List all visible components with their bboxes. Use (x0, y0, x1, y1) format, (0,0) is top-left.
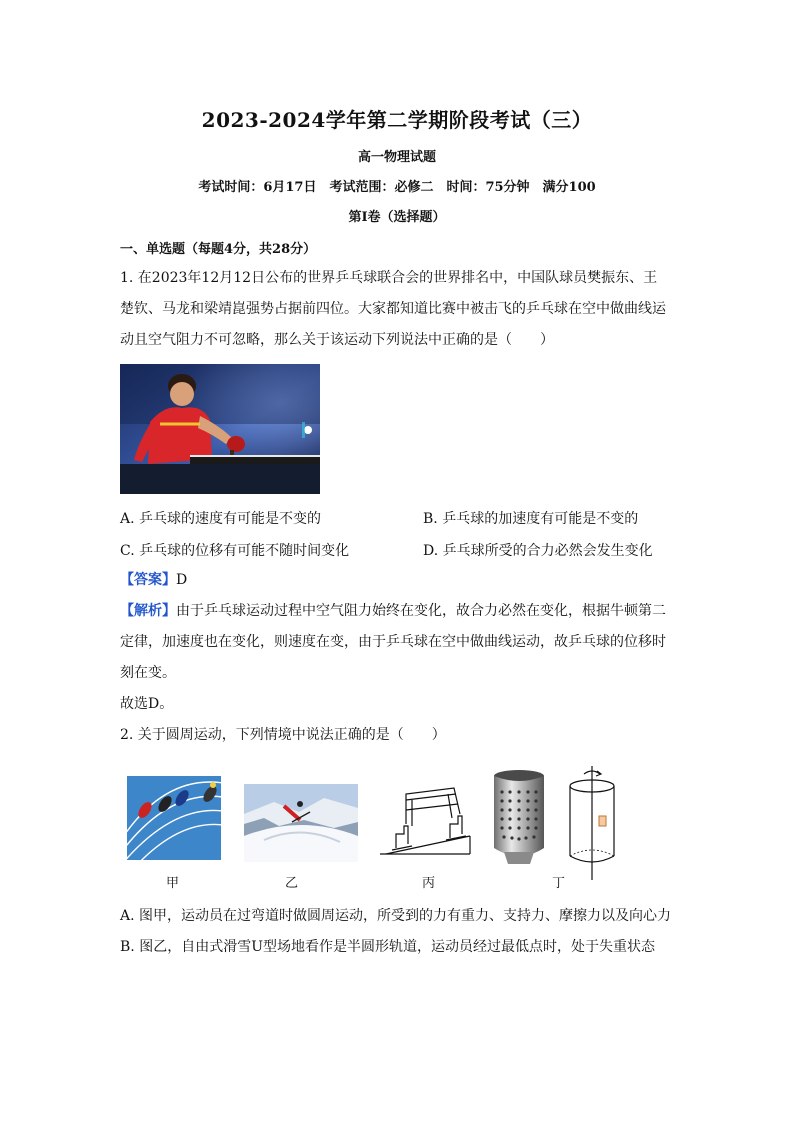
question-2-option-b: B. 图乙，自由式滑雪U型场地看作是半圆形轨道，运动员经过最低点时，处于失重状态 (120, 939, 655, 955)
analysis-conclusion: 故选D。 (120, 696, 174, 712)
volume-heading: 第Ⅰ卷（选择题） (348, 210, 446, 225)
question-1-analysis (120, 596, 680, 720)
figure-label-bing: 丙 (422, 876, 436, 891)
question-1-stem (120, 263, 680, 356)
question-2-stem: 2. 关于圆周运动，下列情境中说法正确的是（ ） (120, 727, 446, 743)
analysis-line: 刻在变。 (120, 665, 176, 681)
question-1-option-b: B. 乒乓球的加速度有可能是不变的 (423, 511, 639, 527)
figure-label-jia: 甲 (166, 876, 180, 891)
figure-label-yi: 乙 (285, 876, 299, 891)
figure-ding-rotating-cylinder (564, 764, 620, 882)
table-tennis-photo (120, 364, 320, 494)
question-2-option-a: A. 图甲，运动员在过弯道时做圆周运动，所受到的力有重力、支持力、摩擦力以及向心力 (120, 908, 672, 924)
answer-value: D (176, 572, 188, 588)
table-tennis-player-image (120, 364, 320, 494)
exam-subject: 高一物理试题 (357, 150, 436, 165)
block-icon (599, 816, 606, 826)
page-title: 2023-2024学年第二学期阶段考试（三） (201, 108, 593, 132)
ball-icon (304, 426, 312, 434)
section-heading: 一、单选题（每题4分，共28分） (120, 242, 317, 257)
question-1-option-a: A. 乒乓球的速度有可能是不变的 (120, 511, 322, 527)
analysis-line: 由于乒乓球运动过程中空气阻力始终在变化，故合力必然在变化，根据牛顿第二 (176, 603, 666, 619)
question-1-line: 1. 在2023年12月12日公布的世界乒乓球联合会的世界排名中，中国队球员樊振东、王 (120, 270, 658, 286)
figure-bing-train-on-incline (378, 786, 478, 858)
figure-spin-dryer-drum (492, 768, 546, 866)
analysis-line: 定律，加速度也在变化，则速度在变，由于乒乓球在空中做曲线运动，故乒乓球的位移时 (120, 634, 666, 650)
question-1-line: 楚钦、马龙和梁靖崑强势占据前四位。大家都知道比赛中被击飞的乒乓球在空中做曲线运 (120, 301, 666, 317)
figure-jia-speed-skating (127, 776, 221, 860)
figure-yi-freestyle-skiing (244, 784, 358, 862)
figure-label-ding: 丁 (552, 876, 566, 891)
exam-info: 考试时间：6月17日 考试范围：必修二 时间：75分钟 满分100 (198, 180, 596, 195)
question-1-line: 动且空气阻力不可忽略，那么关于该运动下列说法中正确的是（ ） (120, 332, 554, 348)
analysis-label: 【解析】 (120, 603, 176, 619)
question-1-option-c: C. 乒乓球的位移有可能不随时间变化 (120, 543, 350, 559)
question-1-option-d: D. 乒乓球所受的合力必然会发生变化 (423, 543, 653, 559)
answer-label: 【答案】 (120, 572, 176, 588)
question-1-answer (120, 565, 680, 596)
